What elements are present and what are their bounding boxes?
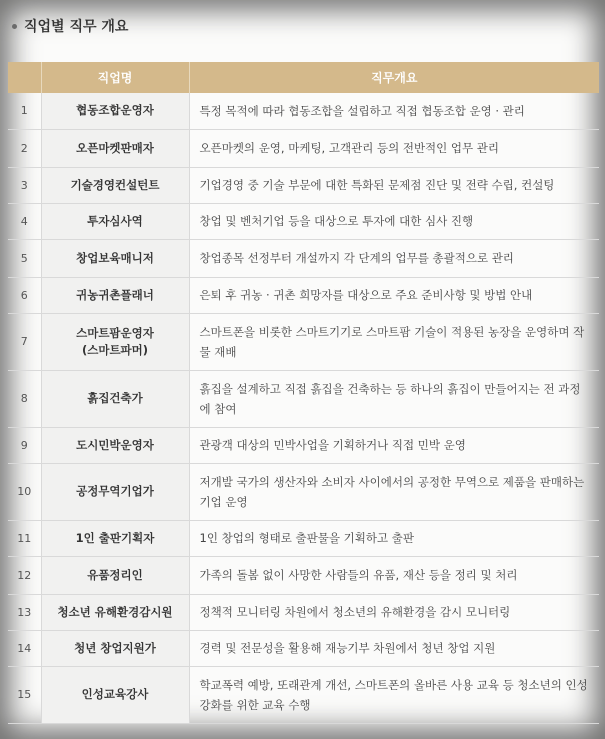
- job-name: 스마트팜운영자 (스마트파머): [41, 313, 189, 370]
- row-number: 6: [8, 277, 41, 313]
- table-row: [8, 666, 599, 723]
- table-row: [8, 463, 599, 520]
- job-description: 오픈마켓의 운영, 마케팅, 고객관리 등의 전반적인 업무 관리: [189, 129, 599, 167]
- job-name: 청소년 유해환경감시원: [41, 594, 189, 630]
- row-number: 5: [8, 239, 41, 277]
- job-name: 공정무역기업가: [41, 463, 189, 520]
- row-number: 9: [8, 427, 41, 463]
- table-row: [8, 594, 599, 630]
- row-number: 14: [8, 630, 41, 666]
- row-number: 1: [8, 93, 41, 129]
- job-name: 오픈마켓판매자: [41, 129, 189, 167]
- job-name: 도시민박운영자: [41, 427, 189, 463]
- job-description: 가족의 돌봄 없이 사망한 사람들의 유품, 재산 등을 정리 및 처리: [189, 556, 599, 594]
- job-name: 귀농귀촌플래너: [41, 277, 189, 313]
- job-description: 1인 창업의 형태로 출판물을 기획하고 출판: [189, 520, 599, 556]
- job-name: 협동조합운영자: [41, 93, 189, 129]
- job-description: 창업 및 벤처기업 등을 대상으로 투자에 대한 심사 진행: [189, 203, 599, 239]
- job-description: 저개발 국가의 생산자와 소비자 사이에서의 공정한 무역으로 제품을 판매하는 기업 운영: [189, 463, 599, 520]
- table-row: [8, 129, 599, 167]
- header-job-description: 직무개요: [189, 62, 599, 93]
- table-row: [8, 277, 599, 313]
- job-overview-table: [8, 62, 599, 724]
- bullet-icon: [12, 24, 17, 29]
- header-job-name: 직업명: [41, 62, 189, 93]
- job-description: 흙집을 설계하고 직접 흙집을 건축하는 등 하나의 흙집이 만들어지는 전 과정에 참여: [189, 370, 599, 427]
- table-row: [8, 630, 599, 666]
- row-number: 2: [8, 129, 41, 167]
- job-name: 기술경영컨설턴트: [41, 167, 189, 203]
- row-number: 15: [8, 666, 41, 723]
- job-description: 은퇴 후 귀농 · 귀촌 희망자를 대상으로 주요 준비사항 및 방법 안내: [189, 277, 599, 313]
- job-description: 학교폭력 예방, 또래관계 개선, 스마트폰의 올바른 사용 교육 등 청소년의 인성 강화를 위한 교육 수행: [189, 666, 599, 723]
- job-description: 경력 및 전문성을 활용해 재능기부 차원에서 청년 창업 지원: [189, 630, 599, 666]
- table-row: [8, 520, 599, 556]
- job-name: 1인 출판기획자: [41, 520, 189, 556]
- job-name: 청년 창업지원가: [41, 630, 189, 666]
- job-description: 정책적 모니터링 차원에서 청소년의 유해환경을 감시 모니터링: [189, 594, 599, 630]
- job-name: 투자심사역: [41, 203, 189, 239]
- table-row: [8, 203, 599, 239]
- section-title-text: 직업별 직무 개요: [24, 19, 129, 35]
- table-row: [8, 313, 599, 370]
- table-row: [8, 167, 599, 203]
- job-description: 스마트폰을 비롯한 스마트기기로 스마트팜 기술이 적용된 농장을 운영하며 작물 재배: [189, 313, 599, 370]
- row-number: 12: [8, 556, 41, 594]
- row-number: 7: [8, 313, 41, 370]
- table-row: [8, 556, 599, 594]
- header-no: [8, 62, 41, 93]
- table-body: [8, 93, 599, 723]
- table-row: [8, 93, 599, 129]
- row-number: 3: [8, 167, 41, 203]
- job-name: 유품정리인: [41, 556, 189, 594]
- job-description: 관광객 대상의 민박사업을 기획하거나 직접 민박 운영: [189, 427, 599, 463]
- job-description: 기업경영 중 기술 부문에 대한 특화된 문제점 진단 및 전략 수립, 컨설팅: [189, 167, 599, 203]
- row-number: 13: [8, 594, 41, 630]
- job-name: 흙집건축가: [41, 370, 189, 427]
- table-row: [8, 427, 599, 463]
- job-description: 특정 목적에 따라 협동조합을 설립하고 직접 협동조합 운영 · 관리: [189, 93, 599, 129]
- row-number: 4: [8, 203, 41, 239]
- job-description: 창업종목 선정부터 개설까지 각 단계의 업무를 총괄적으로 관리: [189, 239, 599, 277]
- row-number: 10: [8, 463, 41, 520]
- table-row: [8, 239, 599, 277]
- job-name: 창업보육매니저: [41, 239, 189, 277]
- row-number: 11: [8, 520, 41, 556]
- job-name: 인성교육강사: [41, 666, 189, 723]
- table-row: [8, 370, 599, 427]
- table-header-row: [8, 62, 599, 93]
- row-number: 8: [8, 370, 41, 427]
- section-title: [12, 16, 128, 36]
